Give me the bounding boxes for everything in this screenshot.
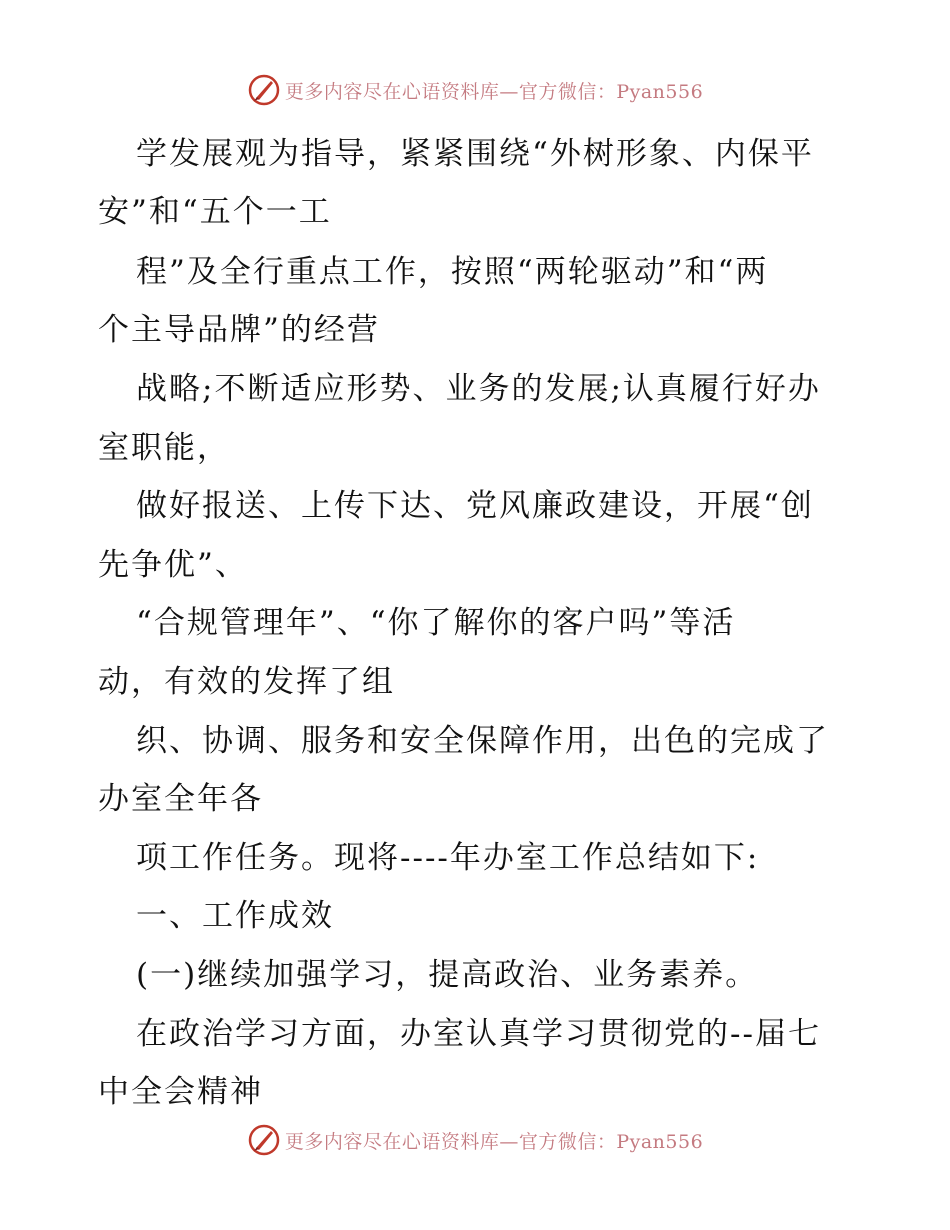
header-banner bbox=[0, 70, 950, 110]
quill-logo-icon bbox=[247, 1123, 281, 1157]
quill-logo-icon bbox=[247, 73, 281, 107]
text-line: 安”和“五个一工 bbox=[98, 194, 332, 230]
text-line: 办室全年各 bbox=[98, 781, 263, 817]
banner-text: 更多内容尽在心语资料库—官方微信：Pyan556 bbox=[284, 1130, 704, 1153]
text-line: 动，有效的发挥了组 bbox=[98, 664, 395, 700]
text-line: 程”及全行重点工作，按照“两轮驱动”和“两 bbox=[136, 254, 769, 290]
banner-text: 更多内容尽在心语资料库—官方微信：Pyan556 bbox=[284, 80, 704, 103]
text-line: 先争优”、 bbox=[98, 547, 248, 583]
text-line: 织、协调、服务和安全保障作用，出色的完成了 bbox=[136, 723, 829, 759]
subsection-heading: (一)继续加强学习，提高政治、业务素养。 bbox=[136, 957, 759, 993]
text-line: 个主导品牌”的经营 bbox=[98, 312, 380, 348]
text-line: 做好报送、上传下达、党风廉政建设，开展“创 bbox=[136, 488, 814, 524]
text-line: 在政治学习方面，办室认真学习贯彻党的--届七 bbox=[136, 1016, 821, 1052]
section-heading: 一、工作成效 bbox=[136, 898, 334, 934]
text-line: 中全会精神 bbox=[98, 1074, 263, 1110]
text-line: 战略;不断适应形势、业务的发展;认真履行好办 bbox=[136, 371, 821, 407]
text-line: 室职能， bbox=[98, 430, 230, 466]
text-line: 学发展观为指导，紧紧围绕“外树形象、内保平 bbox=[136, 136, 814, 172]
footer-banner bbox=[0, 1120, 950, 1160]
text-line: 项工作任务。现将----年办室工作总结如下: bbox=[136, 840, 760, 876]
text-line: “合规管理年”、“你了解你的客户吗”等活 bbox=[136, 605, 736, 641]
